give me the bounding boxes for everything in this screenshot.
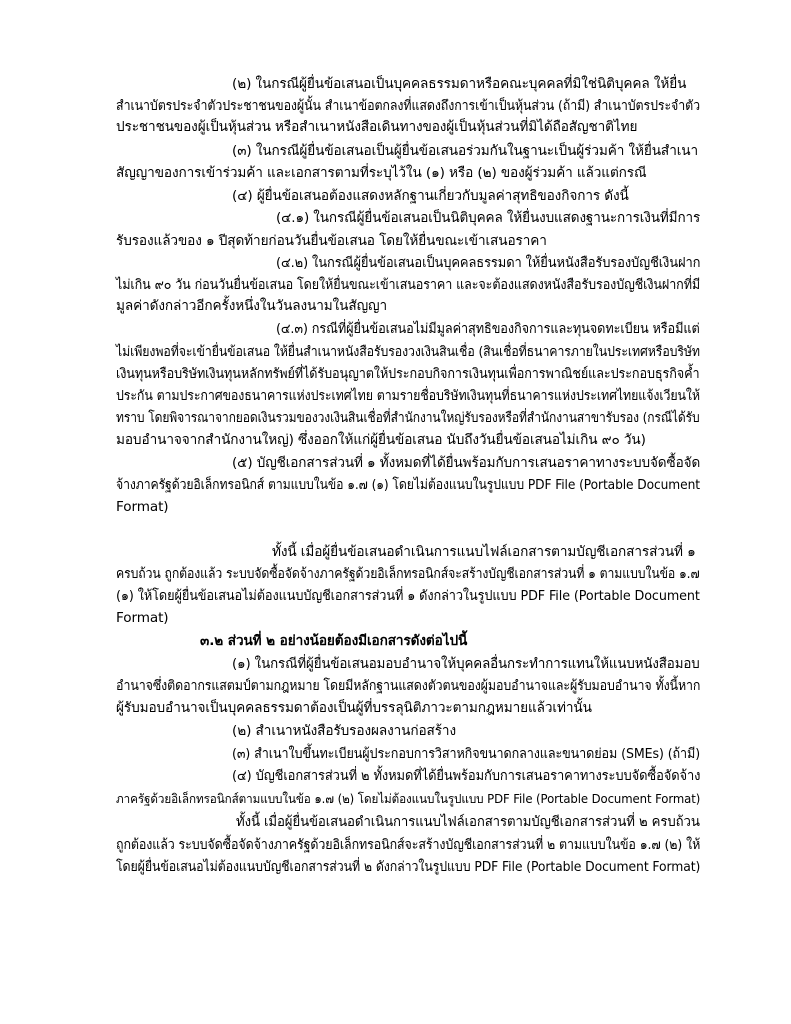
text-line: Format) <box>116 499 169 515</box>
text-line: (๒) สำเนาหนังสือรับรองผลงานก่อสร้าง <box>232 723 456 739</box>
text-line: มอบอำนาจจากสำนักงานใหญ่) ซึ่งออกให้แก่ผู้ยื่นข้อเสนอ นับถึงวันยื่นข้อเสนอไม่เกิน ๙๐ วัน) <box>116 432 646 448</box>
text-line: เงินทุนหรือบริษัทเงินทุนหลักทรัพย์ที่ได้รับอนุญาตให้ประกอบกิจการเงินทุนเพื่อการพาณิชย์และประกอบธุรกิจค้ำ <box>116 366 700 382</box>
text-line: (๔) ผู้ยื่นข้อเสนอต้องแสดงหลักฐานเกี่ยวกับมูลค่าสุทธิของกิจการ ดังนี้ <box>232 188 629 204</box>
text-line: (๔) บัญชีเอกสารส่วนที่ ๒ ทั้งหมดที่ได้ยื่นพร้อมกับการเสนอราคาทางระบบจัดซื้อจัดจ้าง <box>232 768 701 784</box>
text-line: (๔.๓) กรณีที่ผู้ยื่นข้อเสนอไม่มีมูลค่าสุทธิของกิจการและทุนจดทะเบียน หรือมีแต่ <box>276 321 700 337</box>
text-line: มูลค่าดังกล่าวอีกครั้งหนึ่งในวันลงนามในสัญญา <box>116 298 388 314</box>
text-line: (๕) บัญชีเอกสารส่วนที่ ๑ ทั้งหมดที่ได้ยื่นพร้อมกับการเสนอราคาทางระบบจัดซื้อจัด <box>232 455 701 471</box>
text-line: ทั้งนี้ เมื่อผู้ยื่นข้อเสนอดำเนินการแนบไฟล์เอกสารตามบัญชีเอกสารส่วนที่ ๒ ครบถ้วน <box>236 814 700 830</box>
text-line: ทั้งนี้ เมื่อผู้ยื่นข้อเสนอดำเนินการแนบไฟล์เอกสารตามบัญชีเอกสารส่วนที่ ๑ <box>272 544 696 560</box>
text-line: Format) <box>116 610 169 626</box>
text-line: ผู้รับมอบอำนาจเป็นบุคคลธรรมดาต้องเป็นผู้ที่บรรลุนิติภาวะตามกฎหมายแล้วเท่านั้น <box>116 700 592 716</box>
text-line: ไม่เกิน ๙๐ วัน ก่อนวันยื่นข้อเสนอ โดยให้ยื่นขณะเข้าเสนอราคา และจะต้องแสดงหนังสือรับรองบัญชีเงินฝากที่มี <box>116 277 701 293</box>
text-line: (๔.๒) ในกรณีผู้ยื่นข้อเสนอเป็นบุคคลธรรมดา ให้ยื่นหนังสือรับรองบัญชีเงินฝาก <box>276 255 701 271</box>
section-heading: ๓.๒ ส่วนที่ ๒ อย่างน้อยต้องมีเอกสารดังต่อไปนี้ <box>200 633 468 649</box>
text-line: ถูกต้องแล้ว ระบบจัดซื้อจัดจ้างภาครัฐด้วยอิเล็กทรอนิกส์จะสร้างบัญชีเอกสารส่วนที่ ๒ ตามแบบในข้อ ๑.๗ (๒) ให้ <box>116 837 701 853</box>
text-line: ประกัน ตามประกาศของธนาคารแห่งประเทศไทย ตามรายชื่อบริษัทเงินทุนที่ธนาคารแห่งประเทศไทยแจ้งเวียนให้ <box>116 388 700 404</box>
text-line: โดยผู้ยื่นข้อเสนอไม่ต้องแนบบัญชีเอกสารส่วนที่ ๒ ดังกล่าวในรูปแบบ PDF File (Portable Document Format) <box>116 859 701 875</box>
text-line: (๑) ให้โดยผู้ยื่นข้อเสนอไม่ต้องแนบบัญชีเอกสารส่วนที่ ๑ ดังกล่าวในรูปแบบ PDF File (Portable Document <box>116 588 700 604</box>
text-line: อำนาจซึ่งติดอากรแสตมป์ตามกฎหมาย โดยมีหลักฐานแสดงตัวตนของผู้มอบอำนาจและผู้รับมอบอำนาจ ทั้งนี้หาก <box>116 678 701 694</box>
text-line: ประชาชนของผู้เป็นหุ้นส่วน หรือสำเนาหนังสือเดินทางของผู้เป็นหุ้นส่วนที่มิได้ถือสัญชาติไทย <box>116 119 638 135</box>
text-line: (๒) ในกรณีผู้ยื่นข้อเสนอเป็นบุคคลธรรมดาหรือคณะบุคคลที่มิใช่นิติบุคคล ให้ยื่น <box>232 76 687 92</box>
text-line: ไม่เพียงพอที่จะเข้ายื่นข้อเสนอ ให้ยื่นสำเนาหนังสือรับรองวงเงินสินเชื่อ (สินเชื่อที่ธนาคารภายในประเทศหรือบริษัท <box>116 344 700 360</box>
text-line: สำเนาบัตรประจำตัวประชาชนของผู้นั้น สำเนาข้อตกลงที่แสดงถึงการเข้าเป็นหุ้นส่วน (ถ้ามี) สำเนาบัตรประจำตัว <box>116 98 701 114</box>
text-line: (๓) ในกรณีผู้ยื่นข้อเสนอเป็นผู้ยื่นข้อเสนอร่วมกันในฐานะเป็นผู้ร่วมค้า ให้ยื่นสำเนา <box>232 143 699 159</box>
text-line: สัญญาของการเข้าร่วมค้า และเอกสารตามที่ระบุไว้ใน (๑) หรือ (๒) ของผู้ร่วมค้า แล้วแต่กรณี <box>116 165 647 181</box>
text-line: ทราบ โดยพิจารณาจากยอดเงินรวมของวงเงินสินเชื่อที่สำนักงานใหญ่รับรองหรือที่สำนักงานสาขารับรอง (กรณีได้รับ <box>116 410 700 426</box>
text-line: (๔.๑) ในกรณีผู้ยื่นข้อเสนอเป็นนิติบุคคล ให้ยื่นงบแสดงฐานะการเงินที่มีการ <box>276 210 701 226</box>
text-line: ครบถ้วน ถูกต้องแล้ว ระบบจัดซื้อจัดจ้างภาครัฐด้วยอิเล็กทรอนิกส์จะสร้างบัญชีเอกสารส่วนที่ ๑ ตามแบบในข้อ ๑.๗ <box>116 566 700 582</box>
text-line: (๑) ในกรณีที่ผู้ยื่นข้อเสนอมอบอำนาจให้บุคคลอื่นกระทำการแทนให้แนบหนังสือมอบ <box>232 656 700 672</box>
text-line: (๓) สำเนาใบขึ้นทะเบียนผู้ประกอบการวิสาหกิจขนาดกลางและขนาดย่อม (SMEs) (ถ้ามี) <box>232 746 701 762</box>
text-line: จ้างภาครัฐด้วยอิเล็กทรอนิกส์ ตามแบบในข้อ ๑.๗ (๑) โดยไม่ต้องแนบในรูปแบบ PDF File (Portable Document <box>116 477 700 493</box>
text-line: ภาครัฐด้วยอิเล็กทรอนิกส์ตามแบบในข้อ ๑.๗ (๒) โดยไม่ต้องแนบในรูปแบบ PDF File (Portable Document Format) <box>116 791 701 806</box>
text-line: รับรองแล้วของ ๑ ปีสุดท้ายก่อนวันยื่นข้อเสนอ โดยให้ยื่นขณะเข้าเสนอราคา <box>116 233 547 249</box>
